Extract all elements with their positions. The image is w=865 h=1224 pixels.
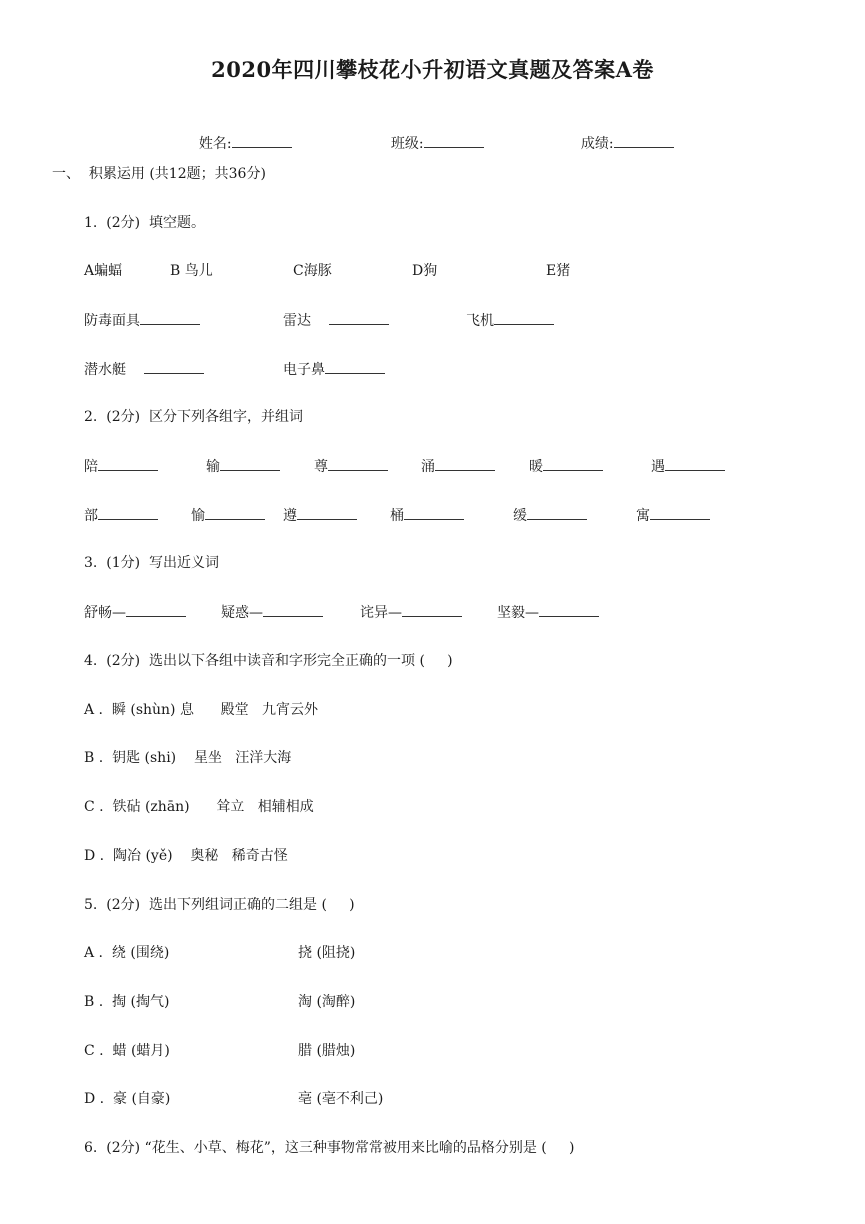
q4-option-c[interactable]: C . 铁砧 (zhān) 耸立 相辅相成 [84,799,314,815]
question-3-stem: 3. (1分) 写出近义词 [84,555,219,571]
q3-word: 坚毅— [497,605,539,621]
q1-fill-label: 电子鼻 [283,362,325,378]
q4-option-b[interactable]: B . 钥匙 (shi) 星坐 汪洋大海 [84,750,292,766]
q3-blank[interactable] [263,602,323,617]
q5-option-b-right: 淘 (淘醉) [298,994,356,1010]
q1-fill-label: 飞机 [466,313,494,329]
q2-char: 陪 [84,459,98,475]
q2-char: 寓 [636,508,650,524]
q2-blank[interactable] [665,456,725,471]
q1-option: A蝙蝠 [84,263,123,279]
q2-blank[interactable] [297,505,357,520]
q4-option-d[interactable]: D . 陶冶 (yě) 奥秘 稀奇古怪 [84,848,288,864]
q2-item [513,505,587,526]
q2-item [283,505,357,526]
q5-option-c-right: 腊 (腊烛) [298,1043,356,1059]
question-2-stem: 2. (2分) 区分下列各组字，并组词 [84,409,303,425]
q2-blank[interactable] [205,505,265,520]
q2-char: 尊 [314,459,328,475]
q2-char: 输 [206,459,220,475]
q5-option-a-right: 挠 (阻挠) [298,945,356,961]
q5-option-c[interactable]: C . 蜡 (蜡月) [84,1043,170,1059]
question-4-stem: 4. (2分) 选出以下各组中读音和字形完全正确的一项 ( ) [84,653,453,669]
q3-item [360,602,462,623]
q1-fill-item [283,359,385,380]
q3-item [497,602,599,623]
class-field [382,113,484,154]
q3-word: 疑惑— [221,605,263,621]
q2-item [636,505,710,526]
section-heading: 一、 积累运用 (共12题；共36分) [52,166,266,182]
q2-blank[interactable] [98,456,158,471]
question-1-stem: 1. (2分) 填空题。 [84,215,205,231]
q2-item [206,456,280,477]
q1-fill-blank[interactable] [144,359,204,374]
q2-char: 桶 [390,508,404,524]
q1-fill-blank[interactable] [494,310,554,325]
q2-item [421,456,495,477]
q1-fill-item [466,310,554,331]
q5-option-b[interactable]: B . 掏 (掏气) [84,994,170,1010]
q2-char: 遵 [283,508,297,524]
q5-option-d[interactable]: D . 豪 (自豪) [84,1091,171,1107]
class-blank[interactable] [424,133,484,148]
q5-option-d-right: 亳 (亳不利己) [298,1091,384,1107]
q1-fill-label: 雷达 [283,313,311,329]
q1-fill-label: 潜水艇 [84,362,126,378]
q2-item [191,505,265,526]
q4-option-a[interactable]: A . 瞬 (shùn) 息 殿堂 九宵云外 [84,702,319,718]
q1-fill-blank[interactable] [329,310,389,325]
q2-blank[interactable] [543,456,603,471]
q3-blank[interactable] [402,602,462,617]
q1-fill-blank[interactable] [140,310,200,325]
q3-word: 舒畅— [84,605,126,621]
question-5-stem: 5. (2分) 选出下列组词正确的二组是 ( ) [84,897,355,913]
q2-blank[interactable] [435,456,495,471]
q2-blank[interactable] [220,456,280,471]
class-label: 班级: [390,136,424,152]
name-field [190,113,292,154]
q2-blank[interactable] [650,505,710,520]
q2-char: 愉 [191,508,205,524]
q2-item [529,456,603,477]
q1-option: D狗 [412,263,438,279]
q2-char: 暖 [529,459,543,475]
name-blank[interactable] [232,133,292,148]
q3-blank[interactable] [539,602,599,617]
q2-blank[interactable] [404,505,464,520]
name-label: 姓名: [198,136,232,152]
question-6-stem: 6. (2分) “花生、小草、梅花”，这三种事物常常被用来比喻的品格分别是 ( ) [84,1140,575,1156]
q1-option: B 鸟儿 [170,263,213,279]
q2-blank[interactable] [527,505,587,520]
q3-item [84,602,186,623]
score-field [572,113,674,154]
score-blank[interactable] [614,133,674,148]
q2-item [84,456,158,477]
q5-option-a[interactable]: A . 绕 (围绕) [84,945,170,961]
q1-fill-item [283,310,389,331]
q1-option: C海豚 [293,263,332,279]
q3-item [221,602,323,623]
q3-word: 诧异— [360,605,402,621]
q2-item [651,456,725,477]
q2-blank[interactable] [98,505,158,520]
q2-item [390,505,464,526]
q2-char: 部 [84,508,98,524]
q2-char: 涌 [421,459,435,475]
q3-blank[interactable] [126,602,186,617]
q2-blank[interactable] [328,456,388,471]
q2-item [314,456,388,477]
q1-option: E猪 [546,263,571,279]
q2-char: 遇 [651,459,665,475]
score-label: 成绩: [580,136,614,152]
q1-fill-label: 防毒面具 [84,313,140,329]
q1-fill-item [84,310,200,331]
q1-fill-blank[interactable] [325,359,385,374]
q2-char: 缓 [513,508,527,524]
q2-item [84,505,158,526]
page-title: 2020年四川攀枝花小升初语文真题及答案A卷 [211,57,654,82]
q1-fill-item [84,359,204,380]
